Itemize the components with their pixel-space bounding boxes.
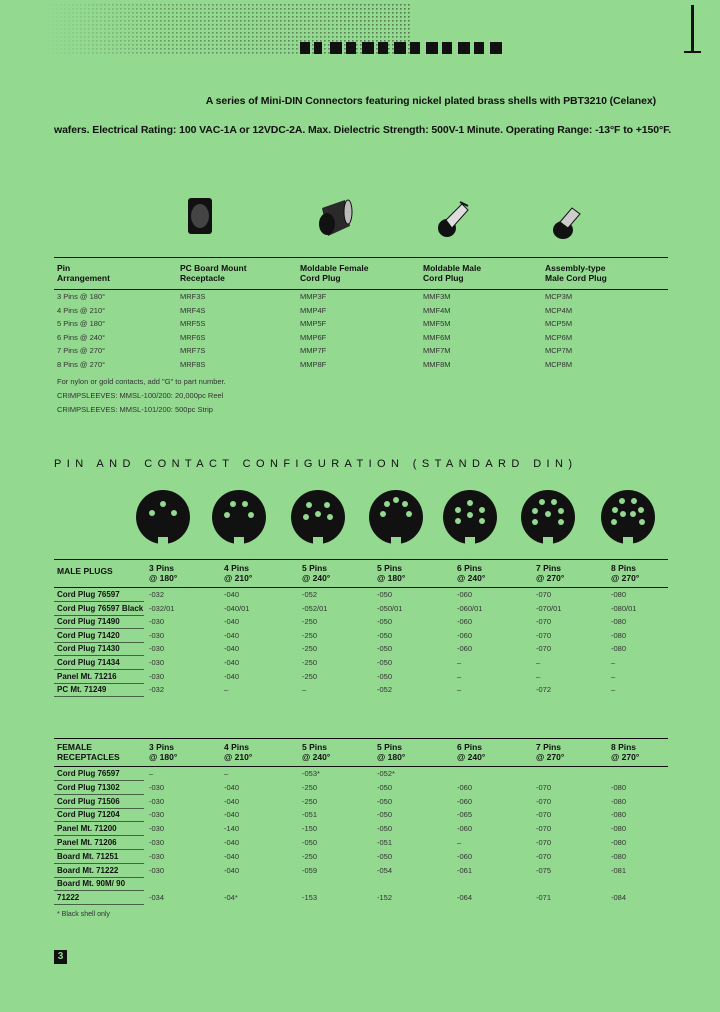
male_table-cell: -250	[302, 658, 318, 667]
male_table-cell: -250	[302, 644, 318, 654]
male_table-cell: -060	[457, 590, 473, 599]
product-table-cell: MCP8M	[545, 359, 573, 369]
male_table-cell: -050	[377, 630, 393, 640]
male_table-cell: -050	[377, 617, 393, 627]
row-underline	[54, 904, 144, 905]
male_table-cell: -050	[377, 671, 393, 681]
column-header-line: 5 Pins	[377, 563, 403, 573]
product-table-cell: MRF3S	[180, 292, 206, 301]
male_table-cell: -080/01	[611, 603, 637, 613]
config-section-title: PIN AND CONTACT CONFIGURATION (STANDARD DIN)	[54, 458, 578, 470]
row-underline	[54, 669, 144, 670]
male_table-cell: -032	[149, 685, 165, 695]
male_table-cell: –	[536, 658, 541, 667]
female_table-row-label: Cord Plug 71204	[57, 810, 120, 820]
male_table-cell: -030	[149, 617, 165, 627]
male_table-cell: -070	[536, 644, 552, 654]
female_table-cell: -061	[457, 865, 473, 875]
row-underline	[54, 655, 144, 656]
male_table-cell: –	[302, 685, 307, 695]
female_table-cell: -250	[302, 796, 318, 806]
column-header-line: @ 240°	[302, 573, 331, 583]
male_table-cell: -040/01	[224, 603, 250, 613]
pin-diagram-8-pins	[601, 490, 655, 545]
product-table-top-rule	[54, 257, 668, 258]
male_table-cell: -040	[224, 658, 240, 667]
header-title-graphic	[300, 42, 502, 54]
male_table-cell: -072	[536, 685, 552, 695]
product-table-cell: MMF5M	[423, 319, 451, 328]
male_table-cell: -030	[149, 630, 165, 640]
column-header-line: 7 Pins	[536, 563, 562, 573]
female_table-cell: -030	[149, 810, 165, 820]
female-table-top-rule	[54, 738, 668, 739]
female_table-row-label: Board Mt. 71251	[57, 851, 119, 861]
female_table-header-label-line: RECEPTACLES	[57, 752, 120, 762]
product-table-cell: MMP6F	[300, 332, 327, 342]
female_table-column-header	[302, 742, 330, 762]
male_table-row-label: Panel Mt. 71216	[57, 671, 117, 681]
row-underline	[54, 821, 144, 822]
row-underline	[54, 835, 144, 836]
pc-board-receptacle-image	[188, 198, 212, 234]
female_table-cell: -059	[302, 865, 318, 875]
row-underline	[54, 683, 144, 684]
female_table-cell: -080	[611, 782, 627, 792]
column-header-line: 4 Pins	[224, 742, 250, 752]
product-note: CRIMPSLEEVES: MMSL-101/200: 500pc Strip	[57, 405, 213, 414]
female_table-cell: -075	[536, 865, 552, 875]
female_table-cell: –	[457, 838, 462, 847]
column-header-line: @ 270°	[536, 752, 565, 762]
product-header-female: Moldable Female Cord Plug	[300, 263, 369, 283]
product-table-cell: MCP5M	[545, 319, 573, 328]
column-header-line: @ 270°	[611, 573, 640, 583]
female_table-cell: -060	[457, 782, 473, 792]
female_table-cell: -080	[611, 838, 627, 847]
female_table-cell: -150	[302, 824, 318, 834]
column-header-line: @ 270°	[611, 752, 640, 762]
product-header-pin: Pin Arrangement	[57, 263, 110, 283]
product-table-cell: MMP4F	[300, 305, 327, 315]
male_table-cell: -052	[302, 590, 318, 599]
male_table-cell: -250	[302, 630, 318, 640]
female_table-cell: -060	[457, 796, 473, 806]
female_table-cell: -052*	[377, 769, 395, 778]
product-table-cell: 3 Pins @ 180°	[57, 292, 106, 301]
pin-diagram-7-pins	[521, 490, 575, 545]
male_table-cell: –	[611, 658, 616, 667]
female_table-cell: -050	[377, 796, 393, 806]
female_table-row-label: Panel Mt. 71200	[57, 824, 117, 834]
male_table-column-header	[536, 563, 564, 583]
female_table-cell: -060	[457, 824, 473, 834]
male_table-cell: -040	[224, 630, 240, 640]
female_table-cell: -070	[536, 838, 552, 847]
male_table-row-label: Cord Plug 76597 Black	[57, 603, 144, 613]
product-table-cell: MMP5F	[300, 319, 327, 328]
row-underline	[54, 615, 144, 616]
header-artwork	[0, 0, 720, 70]
male_table-row-label: Cord Plug 71430	[57, 644, 120, 654]
column-header-line: @ 180°	[149, 573, 178, 583]
column-header-line: 5 Pins	[302, 563, 328, 573]
column-header-line: @ 240°	[302, 752, 331, 762]
female_table-cell: -051	[377, 838, 393, 847]
product-table-cell: MCP4M	[545, 305, 573, 315]
female_table-cell: –	[224, 769, 229, 778]
female_table-cell: -080	[611, 824, 627, 834]
column-header-line: @ 180°	[377, 573, 406, 583]
male_table-cell: -050/01	[377, 603, 403, 613]
female_table-cell: -054	[377, 865, 393, 875]
female_table-cell: -030	[149, 851, 165, 861]
product-header-male: Moldable Male Cord Plug	[423, 263, 482, 283]
male_table-cell: –	[457, 671, 462, 681]
intro-line-1: A series of Mini-DIN Connectors featuring nickel plated brass shells with PBT3210 (Celanex)	[205, 95, 656, 107]
male_table-cell: -050	[377, 658, 393, 667]
female_table-cell: -250	[302, 851, 318, 861]
row-underline	[54, 890, 144, 891]
female_table-cell: -040	[224, 810, 240, 820]
pin-diagram-6-pins	[443, 490, 497, 545]
male_table-row-label: Cord Plug 71420	[57, 630, 120, 640]
column-header-line: 8 Pins	[611, 742, 637, 752]
male_table-cell: -250	[302, 617, 318, 627]
product-table-cell: MCP3M	[545, 292, 573, 301]
female_table-cell: -030	[149, 865, 165, 875]
male_table-row-label: Cord Plug 76597	[57, 590, 120, 599]
product-table-cell: MMP3F	[300, 292, 327, 301]
product-table-cell: MMP7F	[300, 346, 327, 355]
female_table-row-label: Board Mt. 71222	[57, 865, 119, 875]
product-header-assembly: Assembly-type Male Cord Plug	[545, 263, 607, 283]
pin-diagram-4-pins	[212, 490, 266, 545]
male_table-cell: -070	[536, 630, 552, 640]
product-table-cell: MMF6M	[423, 332, 451, 342]
row-underline	[54, 849, 144, 850]
male_table-cell: –	[224, 685, 229, 695]
female-cord-plug-image	[319, 200, 352, 236]
female_table-cell: -152	[377, 893, 393, 903]
male_table-cell: -060/01	[457, 603, 483, 613]
female_table-cell: -070	[536, 796, 552, 806]
male-table-top-rule	[54, 559, 668, 560]
column-header-line: @ 240°	[457, 752, 486, 762]
female_table-header-rule	[54, 766, 668, 767]
male_table-row-label: Cord Plug 71490	[57, 617, 120, 627]
female_table-cell: -080	[611, 810, 627, 820]
female_table-cell: -050	[377, 824, 393, 834]
female_table-cell: -064	[457, 893, 473, 903]
male_table-header-label: MALE PLUGS	[57, 566, 113, 576]
male_table-column-header	[224, 563, 252, 583]
female_table-column-header	[457, 742, 485, 762]
female_table-cell: -084	[611, 893, 627, 903]
female_table-row-label: Panel Mt. 71206	[57, 838, 117, 847]
row-underline	[54, 780, 144, 781]
column-header-line: 3 Pins	[149, 742, 175, 752]
female_table-cell: -030	[149, 782, 165, 792]
male_table-cell: -030	[149, 644, 165, 654]
male_table-cell: -080	[611, 644, 627, 654]
female_table-cell: -053*	[302, 769, 320, 778]
female_table-column-header	[377, 742, 405, 762]
male_table-cell: -070	[536, 590, 552, 599]
male_table-cell: –	[457, 658, 462, 667]
male_table-cell: -070	[536, 617, 552, 627]
product-table-cell: MMF7M	[423, 346, 451, 355]
male_table-cell: -030	[149, 671, 165, 681]
female_table-cell: -040	[224, 838, 240, 847]
male_table-cell: -040	[224, 671, 240, 681]
column-header-line: 3 Pins	[149, 563, 175, 573]
female_table-cell: -050	[377, 810, 393, 820]
female_table-cell: -030	[149, 824, 165, 834]
female_table-cell: –	[149, 769, 154, 778]
column-header-line: @ 240°	[457, 573, 486, 583]
male_table-cell: -032/01	[149, 603, 175, 613]
female_table-cell: -250	[302, 782, 318, 792]
female_table-cell: -04*	[224, 893, 238, 903]
assembly-cord-plug-image	[553, 208, 580, 239]
female_table-cell: -034	[149, 893, 165, 903]
product-table-cell: MMP8F	[300, 359, 327, 369]
female_table-cell: -040	[224, 865, 240, 875]
female_table-header-label	[57, 742, 120, 762]
male_table-row-label: Cord Plug 71434	[57, 658, 120, 667]
female_table-cell: -070	[536, 782, 552, 792]
female_table-cell: -153	[302, 893, 318, 903]
female_table-cell: -070	[536, 824, 552, 834]
column-header-line: 7 Pins	[536, 742, 562, 752]
male_table-cell: -080	[611, 590, 627, 599]
male_table-column-header	[377, 563, 405, 583]
product-table-cell: 6 Pins @ 240°	[57, 332, 106, 342]
pin-diagram-3-pins	[136, 490, 190, 545]
pin-configuration-diagrams	[130, 485, 670, 550]
male_table-cell: -070/01	[536, 603, 562, 613]
column-header-line: 5 Pins	[302, 742, 328, 752]
row-underline	[54, 696, 144, 697]
column-header-line: @ 180°	[377, 752, 406, 762]
female_table-cell: -050	[377, 851, 393, 861]
female_table-cell: -070	[536, 810, 552, 820]
female_table-cell: -040	[224, 851, 240, 861]
column-header-line: 4 Pins	[224, 563, 250, 573]
male_table-column-header	[611, 563, 639, 583]
product-table-cell: 8 Pins @ 270°	[57, 359, 106, 369]
male_table-cell: -060	[457, 617, 473, 627]
female_table-cell: -040	[224, 796, 240, 806]
column-header-line: @ 210°	[224, 752, 253, 762]
column-header-line: 5 Pins	[377, 742, 403, 752]
male_table-cell: -040	[224, 617, 240, 627]
row-underline	[54, 794, 144, 795]
product-note: For nylon or gold contacts, add "G" to part number.	[57, 377, 226, 386]
female_table-row-label: Board Mt. 90M/ 90	[57, 879, 126, 889]
product-table-cell: MRF5S	[180, 319, 206, 328]
male_table-cell: -052	[377, 685, 393, 695]
female_table-column-header	[224, 742, 252, 762]
male_table-cell: -250	[302, 671, 318, 681]
product-header-rule	[54, 289, 668, 290]
pin-diagram-5-pins-240	[291, 490, 345, 545]
female_table-cell: -040	[224, 782, 240, 792]
product-note: CRIMPSLEEVES: MMSL-100/200: 20,000pc Reel	[57, 391, 224, 400]
female_table-row-label: Cord Plug 76597	[57, 769, 120, 778]
female_table-row-label: Cord Plug 71302	[57, 782, 120, 792]
male_table-cell: -050	[377, 644, 393, 654]
male-cord-plug-image	[438, 202, 468, 237]
female_table-row-label: Cord Plug 71506	[57, 796, 120, 806]
female_table-row-label: 71222	[57, 893, 80, 903]
female_table-cell: -030	[149, 838, 165, 847]
female_table-cell: -080	[611, 796, 627, 806]
male_table-cell: -040	[224, 644, 240, 654]
female_table-column-header	[149, 742, 177, 762]
product-header-pc-board: PC Board Mount Receptacle	[180, 263, 247, 283]
page-number: 3	[54, 950, 67, 964]
female_table-cell: -080	[611, 851, 627, 861]
product-table-cell: 4 Pins @ 210°	[57, 305, 106, 315]
female_table-cell: -081	[611, 865, 627, 875]
row-underline	[54, 808, 144, 809]
male_table-cell: -052/01	[302, 603, 328, 613]
product-table-cell: MMF4M	[423, 305, 451, 315]
column-header-line: 6 Pins	[457, 742, 483, 752]
male_table-column-header	[149, 563, 177, 583]
column-header-line: @ 210°	[224, 573, 253, 583]
female_table-cell: -065	[457, 810, 473, 820]
female_table-cell: -030	[149, 796, 165, 806]
female_table-cell: -050	[377, 782, 393, 792]
product-table-cell: 5 Pins @ 180°	[57, 319, 106, 328]
row-underline	[54, 601, 144, 602]
row-underline	[54, 863, 144, 864]
male_table-row-label: PC Mt. 71249	[57, 685, 107, 695]
female_table-cell: -051	[302, 810, 318, 820]
product-table-cell: MRF8S	[180, 359, 206, 369]
product-table-cell: MCP7M	[545, 346, 573, 355]
product-table-cell: MRF6S	[180, 332, 206, 342]
column-header-line: @ 180°	[149, 752, 178, 762]
row-underline	[54, 877, 144, 878]
column-header-line: 8 Pins	[611, 563, 637, 573]
product-table-cell: MCP6M	[545, 332, 573, 342]
row-underline	[54, 628, 144, 629]
pin-diagram-5-pins-180	[369, 490, 423, 545]
product-table-cell: MMF3M	[423, 292, 451, 301]
male_table-cell: -080	[611, 617, 627, 627]
male_table-cell: -060	[457, 630, 473, 640]
column-header-line: @ 270°	[536, 573, 565, 583]
male_table-cell: -060	[457, 644, 473, 654]
product-table-cell: 7 Pins @ 270°	[57, 346, 106, 355]
male_table-cell: -050	[377, 590, 393, 599]
intro-line-2: wafers. Electrical Rating: 100 VAC-1A or 12VDC-2A. Max. Dielectric Strength: 500V-1 Minute. Operating Range: -13°F to +150°F.	[54, 124, 672, 136]
male_table-cell: –	[457, 685, 462, 695]
connector-images	[150, 188, 610, 248]
male_table-column-header	[302, 563, 330, 583]
column-header-line: 6 Pins	[457, 563, 483, 573]
row-underline	[54, 642, 144, 643]
footnote: * Black shell only	[57, 911, 110, 918]
male_table-header-rule	[54, 587, 668, 588]
product-table-cell: MRF7S	[180, 346, 206, 355]
female_table-cell: -071	[536, 893, 552, 903]
female_table-column-header	[536, 742, 564, 762]
male_table-column-header	[457, 563, 485, 583]
product-table-cell: MRF4S	[180, 305, 206, 315]
male_table-cell: -040	[224, 590, 240, 599]
female_table-header-label-line: FEMALE	[57, 742, 92, 752]
male_table-cell: –	[611, 671, 616, 681]
female_table-cell: -060	[457, 851, 473, 861]
female_table-cell: -070	[536, 851, 552, 861]
male_table-cell: -080	[611, 630, 627, 640]
female_table-cell: -140	[224, 824, 240, 834]
female_table-column-header	[611, 742, 639, 762]
male_table-cell: -032	[149, 590, 165, 599]
product-table-cell: MMF8M	[423, 359, 451, 369]
female_table-cell: -050	[302, 838, 318, 847]
male_table-cell: –	[536, 671, 541, 681]
male_table-cell: –	[611, 685, 616, 695]
male_table-cell: -030	[149, 658, 165, 667]
